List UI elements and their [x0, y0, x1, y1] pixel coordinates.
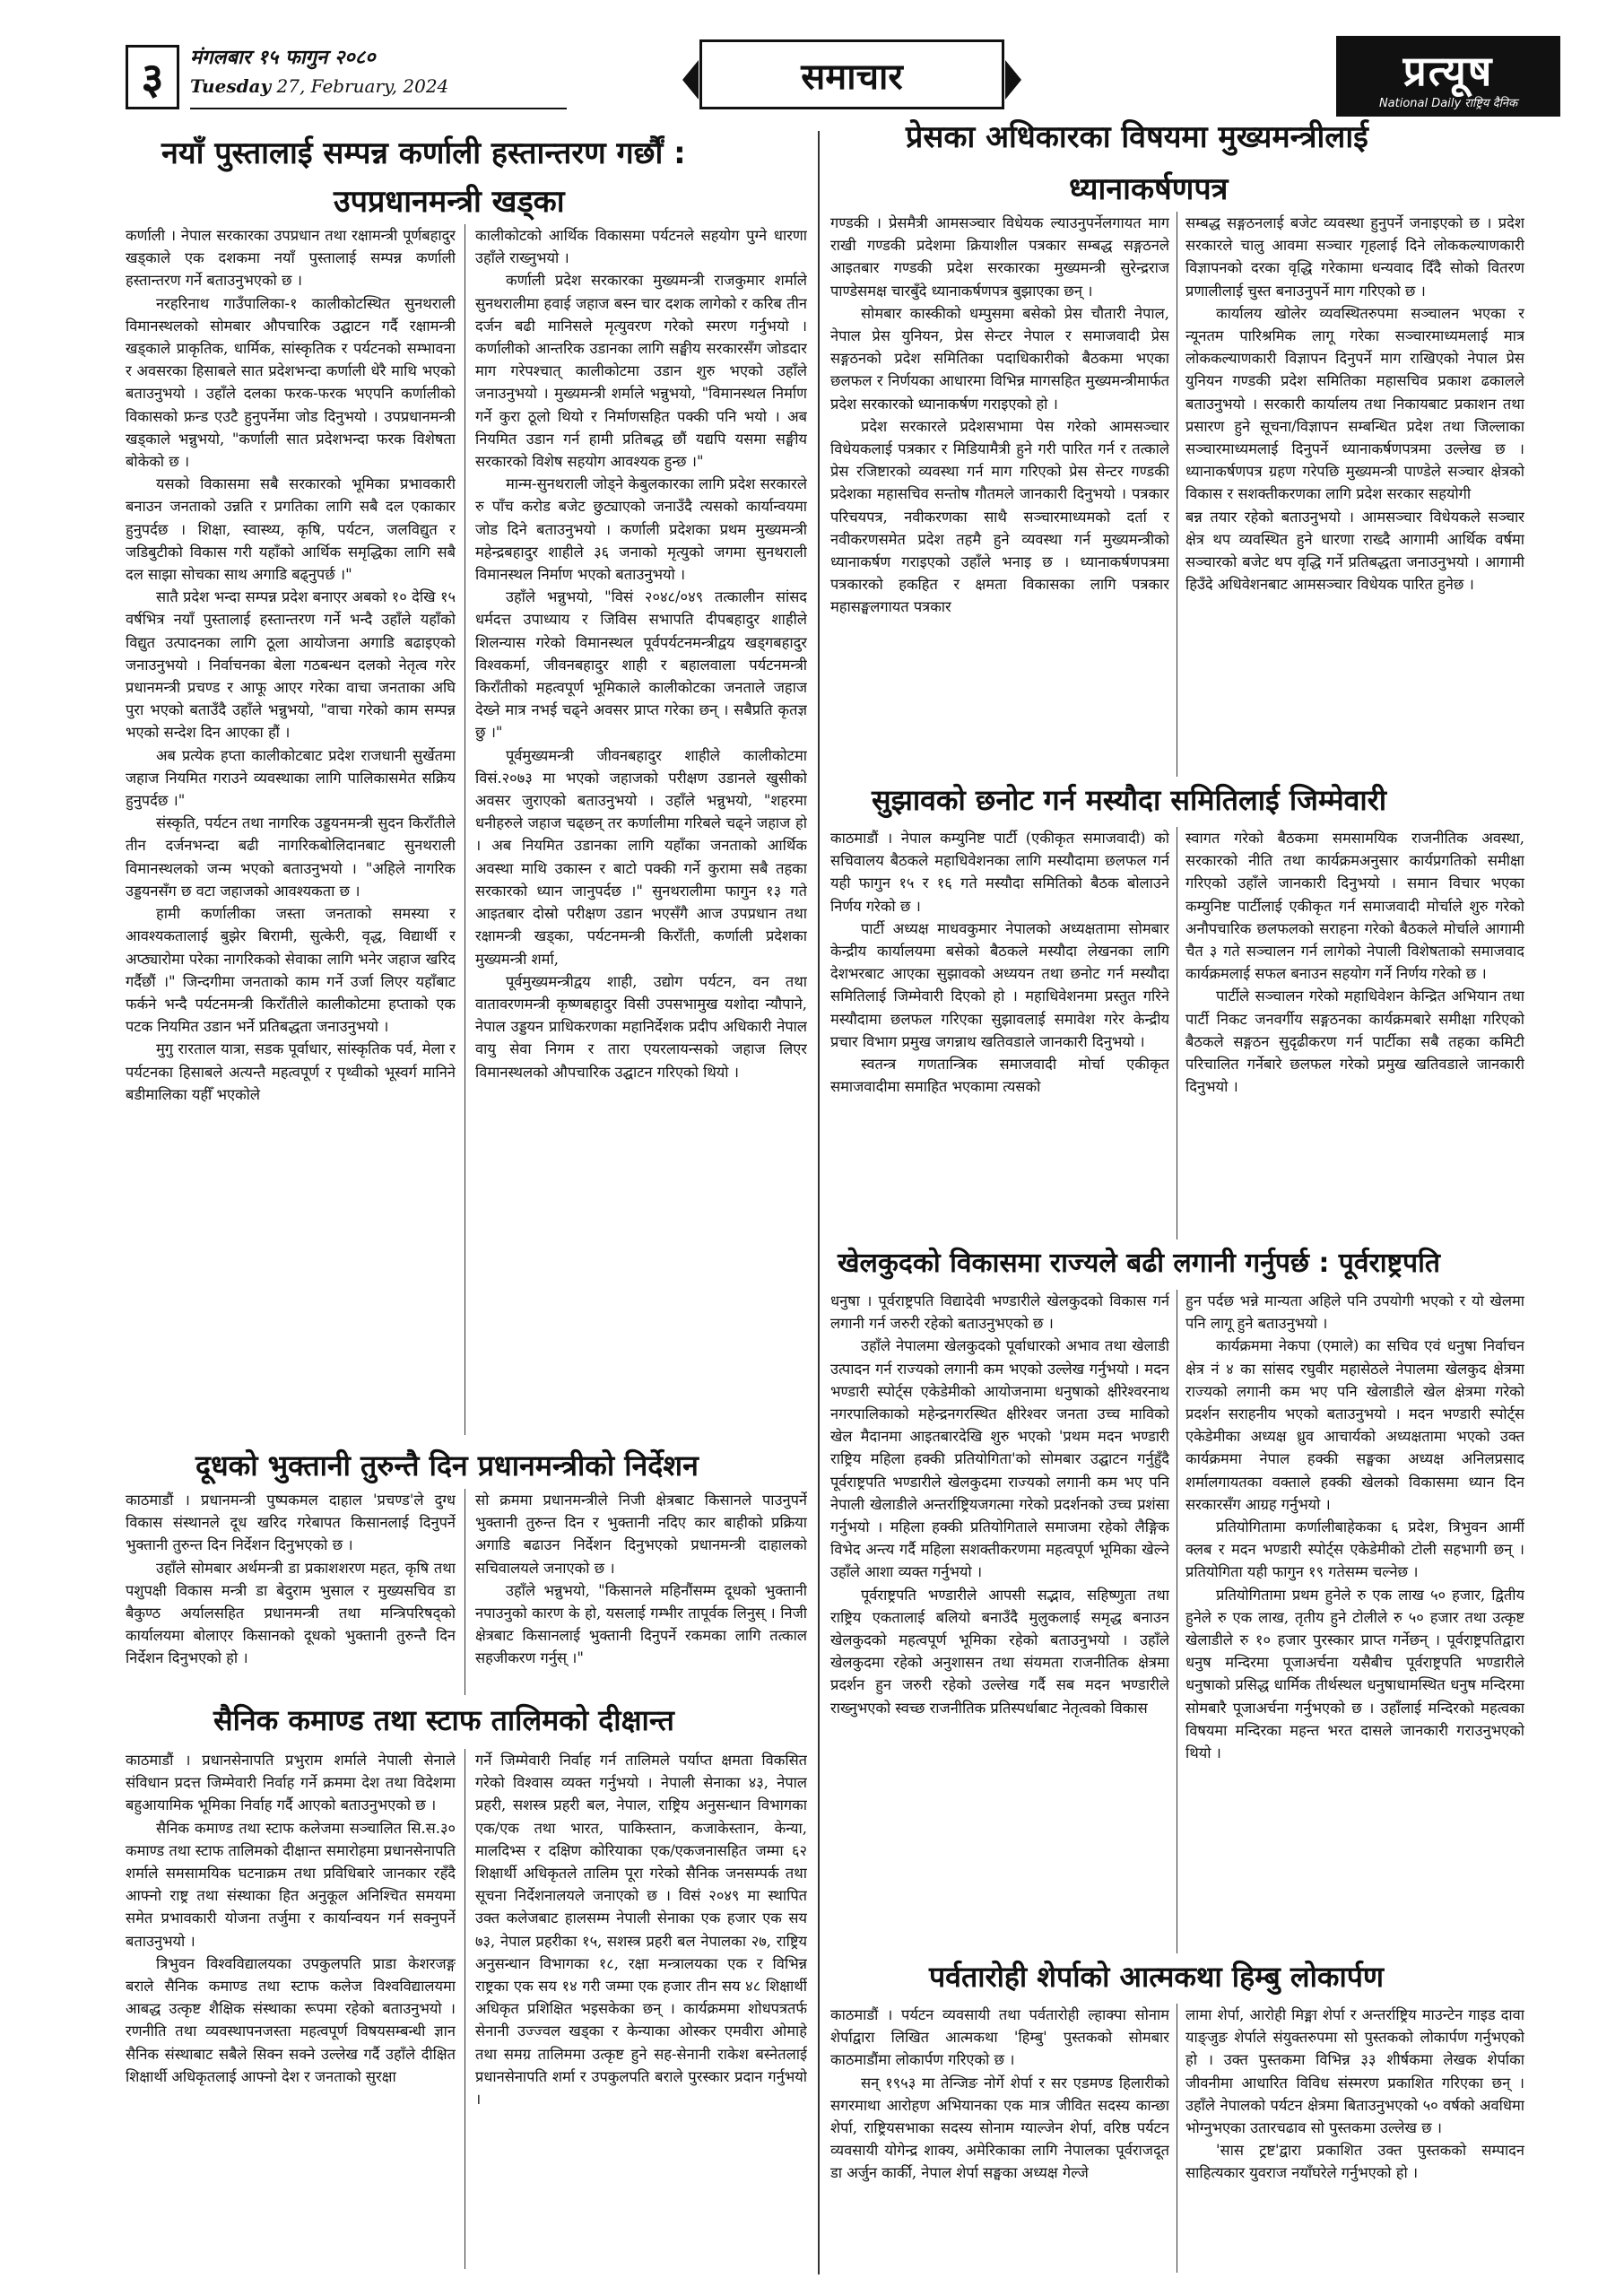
paragraph: सोमबार कास्कीको धम्पुसमा बसेको प्रेस चौतारी नेपाल, नेपाल प्रेस युनियन, प्रेस सेन्टर नेपाल र समाजवादी प्रेस सङ्गठनको प्रदेश समितिका पदाधिकारीको बैठकमा भएका छलफल र निर्णयका आधारमा विभिन्न मागसहित मुख्यमन्त्रीमार्फत प्रदेश सरकारको ध्यानाकर्षण गराइएको हो । — [830, 304, 1169, 413]
sherpa-headline: पर्वतारोही शेर्पाको आत्मकथा हिम्बु लोकार्पण — [929, 1960, 1385, 1994]
unified-socialist-headline: सुझावको छनोट गर्न मस्यौदा समितिलाई जिम्मेवारी — [872, 783, 1387, 817]
section-title-box — [699, 39, 1004, 109]
paragraph: यसको विकासमा सबै सरकारको भूमिका प्रभावकारी बनाउन जनताको उन्नति र प्रगतिका लागि सबै दल एकाकार हुनुपर्दछ । शिक्षा, स्वास्थ्य, कृषि, पर्यटन, जलविद्युत र जडिबुटीको विकास गरी यहाँको आर्थिक समृद्धिका लागि सबै दल साझा सोचका साथ अगाडि बढ्नुपर्छ ।" — [126, 475, 456, 584]
paragraph: धनुषा । पूर्वराष्ट्रपति विद्यादेवी भण्डारीले खेलकुदको विकास गर्न लगानी गर्न जरुरी रहेको बताउनुभएको छ । — [830, 1292, 1169, 1333]
paragraph: मुगु रारताल यात्रा, सडक पूर्वाधार, सांस्कृतिक पर्व, मेला र पर्यटनका हिसाबले अत्यन्तै महत्वपूर्ण र पृथ्वीको भूस्वर्ग मानिने बडीमालिका यहीँ भएकोले — [126, 1040, 456, 1103]
paragraph: कार्यालय खोलेर व्यवस्थितरुपमा सञ्चालन भएका र न्यूनतम पारिश्रमिक लागू गरेका सञ्चारमाध्यमलाई मात्र लोककल्याणकारी विज्ञापन दिनुपर्ने माग राखिएको नेपाल प्रेस युनियन गण्डकी प्रदेश समितिका महासचिव प्रकाश ढकालले बताउनुभयो । सरकारी कार्यालय तथा निकायबाट प्रकाशन तथा प्रसारण हुने सूचना/विज्ञापन सम्बन्धित प्रदेश तथा जिल्लाका सञ्चारमाध्यमलाई दिनुपर्ने ध्यानाकर्षणपत्रमा उल्लेख छ । ध्यानाकर्षणपत्र ग्रहण गरेपछि मुख्यमन्त्री पाण्डेले सञ्चार क्षेत्रको विकास र सशक्तीकरणका लागि प्रदेश सरकार सहयोगी — [1185, 304, 1524, 503]
paragraph: प्रतियोगितामा कर्णालीबाहेकका ६ प्रदेश, त्रिभुवन आर्मी क्लब र मदन भण्डारी स्पोर्ट्स एकेडेमीको टोली सहभागी छन् । प्रतियोगिता यही फागुन १९ गतेसम्म चल्नेछ । — [1185, 1518, 1524, 1581]
army-col-1 — [126, 1749, 456, 2269]
paragraph: कालीकोटको आर्थिक विकासमा पर्यटनले सहयोग पुग्ने धारणा उहाँले राख्नुभयो । — [475, 227, 807, 267]
paragraph: सातै प्रदेश भन्दा सम्पन्न प्रदेश बनाएर अबको १० देखि १५ वर्षभित्र नयाँ पुस्तालाई हस्तान्तरण गर्ने भन्दै उहाँले यहाँको विद्युत उत्पादनका लागि ठूला आयोजना अगाडि बढाइएको जनाउनुभयो । निर्वाचनका बेला गठबन्धन दलको नेतृत्व गरेर प्रधानमन्त्री प्रचण्ड र आफू आएर गरेका वाचा जनताका अघि पुरा भएको बताउँदै उहाँले भन्नुभयो, "वाचा गरेको काम सम्पन्न भएको सन्देश दिन आएका हौं । — [126, 588, 456, 742]
paragraph: सो क्रममा प्रधानमन्त्रीले निजी क्षेत्रबाट किसानले पाउनुपर्ने भुक्तानी तुरुन्त दिन र भुक्तानी नदिए कार बाहीको प्रक्रिया अगाडि बढाउन निर्देशन दिनुभएको प्रधानमन्त्री दाहालको सचिवालयले जनाएको छ । — [475, 1492, 807, 1577]
masthead — [126, 36, 1560, 122]
paragraph: हुन पर्दछ भन्ने मान्यता अहिले पनि उपयोगी भएको र यो खेलमा पनि लागू हुने बताउनुभयो । — [1185, 1292, 1524, 1333]
paragraph: त्रिभुवन विश्वविद्यालयका उपकुलपति प्राडा केशरजङ्ग बराले सैनिक कमाण्ड तथा स्टाफ कलेज विश्वविद्यालयमा आबद्ध उत्कृष्ट शैक्षिक संस्थाका रूपमा रहेको बताउनुभयो । रणनीति तथा व्यवस्थापनजस्ता महत्वपूर्ण विषयसम्बन्धी ज्ञान सैनिक संस्थाबाट सबैले सिक्न सक्ने उल्लेख गर्दै उहाँले दीक्षित शिक्षार्थी अधिकृतलाई आफ्नो देश र जनताको सुरक्षा — [126, 1954, 456, 2085]
press-col-1 — [830, 212, 1169, 777]
karnali-col-2 — [475, 224, 807, 1435]
paragraph: प्रतियोगितामा प्रथम हुनेले रु एक लाख ५० हजार, द्वितीय हुनेले रु एक लाख, तृतीय हुने टोलीले रु ५० हजार तथा उत्कृष्ट खेलाडीले रु १० हजार पुरस्कार प्राप्त गर्नेछन् । पूर्वराष्ट्रपतिद्वारा धनुष मन्दिरमा पूजाअर्चना यसैबीच पूर्वराष्ट्रपति भण्डारीले धनुषाको प्रसिद्ध धार्मिक तीर्थस्थल धनुषाधामस्थित धनुष मन्दिरमा सोमबारै पूजाअर्चना गर्नुभएको छ । उहाँलाई मन्दिरको महत्वका विषयमा मन्दिरका महन्त भरत दासले जानकारी गराउनुभएको थियो । — [1185, 1586, 1524, 1762]
paragraph: मान्म-सुनथराली जोड्ने केबुलकारका लागि प्रदेश सरकारले रु पाँच करोड बजेट छुट्याएको जनाउँदै त्यसको कार्यान्वयमा जोड दिने बताउनुभयो । कर्णाली प्रदेशका प्रथम मुख्यमन्त्री महेन्द्रबहादुर शाहीले ३६ जनाको मृत्युको जगमा सुनथराली विमानस्थल निर्माण भएको बताउनुभयो । — [475, 475, 807, 584]
unified-socialist-col-1 — [830, 827, 1169, 1239]
logo-title: प्रत्यूष — [1403, 47, 1494, 95]
paragraph: संस्कृति, पर्यटन तथा नागरिक उड्डयनमन्त्री सुदन किराँतीले तीन दर्जनभन्दा बढी नागरिकबोलिदानबाट सुनथराली विमानस्थलको जन्म भएको बताउनुभयो । "अहिले नागरिक उड्डयनसँग छ वटा जहाजको आवश्यकता छ । — [126, 814, 456, 900]
karnali-headline-1: नयाँ पुस्तालाई सम्पन्न कर्णाली हस्तान्तरण गर्छौं : — [161, 135, 686, 171]
sherpa-col-2 — [1185, 2004, 1524, 2273]
unified-socialist-col-2 — [1185, 827, 1524, 1239]
paragraph: हामी कर्णालीका जस्ता जनताको समस्या र आवश्यकतालाई बुझेर बिरामी, सुत्केरी, वृद्ध, विद्यार्थी र अप्ठ्यारोमा परेका नागरिकको सेवाका लागि भनेर जहाज खरिद गर्दैछौं ।" जिन्दगीमा जनताको काम गर्ने उर्जा लिएर यहाँबाट फर्कने भन्दै पर्यटनमन्त्री किराँतीले कालीकोटमा हप्ताको एक पटक नियमित उडान भर्ने प्रतिबद्धता जनाउनुभयो । — [126, 905, 456, 1036]
masthead-rule — [190, 108, 567, 109]
paragraph: पूर्वमुख्यमन्त्री जीवनबहादुर शाहीले कालीकोटमा विसं.२०७३ मा भएको जहाजको परीक्षण उडानले खुसीको अवसर जुराएको बताउनुभयो । उहाँले भन्नुभयो, "शहरमा धनीहरुले जहाज चढ्छन् तर कर्णालीमा गरिबले चढ्ने जहाज हो । अब नियमित उडानका लागि यहाँका जनताको आर्थिक अवस्था माथि उकास्न र बाटो पक्की गर्ने कुरामा सबै तहका सरकारको ध्यान जानुपर्दछ ।" सुनथरालीमा फागुन १३ गते आइतबार दोस्रो परीक्षण उडान भएसँगै आज उपप्रधान तथा रक्षामन्त्री खड्का, पर्यटनमन्त्री किराँती, कर्णाली प्रदेशका मुख्यमन्त्री शर्मा, — [475, 746, 807, 968]
paragraph: स्वतन्त्र गणतान्त्रिक समाजवादी मोर्चा एकीकृत समाजवादीमा समाहित भएकामा त्यसको — [830, 1056, 1169, 1096]
paragraph: कर्णाली प्रदेश सरकारका मुख्यमन्त्री राजकुमार शर्माले सुनथरालीमा हवाई जहाज बस्न चार दशक लागेको र करिब तीन दर्जन बढी मानिसले मृत्युवरण गरेको स्मरण गर्नुभयो । कर्णालीको आन्तरिक उडानका लागि सङ्घीय सरकारसँग जोडदार माग गरेपश्चात् कालीकोटमा उडान शुरु भएको उहाँले जनाउनुभयो । मुख्यमन्त्री शर्माले भन्नुभयो, "विमानस्थल निर्माण गर्ने कुरा ठूलो थियो र निर्माणसहित पक्की पनि भयो । अब नियमित उडान गर्न हामी प्रतिबद्ध छौं यद्यपि यसमा सङ्घीय सरकारको विशेष सहयोग आवश्यक हुन्छ ।" — [475, 272, 807, 471]
date-nepali: मंगलबार १५ फागुन २०८० — [190, 46, 376, 69]
karnali-col-1 — [126, 224, 456, 1435]
logo-subtitle: National Daily राष्ट्रिय दैनिक — [1378, 97, 1518, 110]
army-headline: सैनिक कमाण्ड तथा स्टाफ तालिमको दीक्षान्त — [213, 1703, 674, 1737]
paragraph: उहाँले भन्नुभयो, "किसानले महिनौंसम्म दूधको भुक्तानी नपाउनुको कारण के हो, यसलाई गम्भीर तापूर्वक लिनुस् । निजी क्षेत्रबाट किसानलाई भुक्तानी दिनुपर्ने रकमका लागि तत्काल सहजीकरण गर्नुस् ।" — [475, 1581, 807, 1667]
date-english: 27, February, 2024 — [276, 75, 449, 97]
date-english-line — [190, 75, 448, 97]
paragraph: उहाँले भन्नुभयो, "विसं २०४८/०४९ तत्कालीन सांसद धर्मदत्त उपाध्याय र जिविस सभापति दीपबहादुर शाहीले शिलन्यास गरेको विमानस्थल पूर्वपर्यटनमन्त्रीद्वय खड्गबहादुर विश्वकर्मा, जीवनबहादुर शाही र बहालवाला पर्यटनमन्त्री किराँतीको महत्वपूर्ण भूमिकाले कालीकोटका जनताले जहाज देख्ने मात्र नभई चढ्ने अवसर प्राप्त गरेका छन् । सबैप्रति कृतज्ञ छु ।" — [475, 588, 807, 742]
sports-headline: खेलकुदको विकासमा राज्यले बढी लगानी गर्नुपर्छ : पूर्वराष्ट्रपति — [838, 1248, 1440, 1279]
milk-col-1 — [126, 1489, 456, 1695]
paragraph: लामा शेर्पा, आरोही मिङ्मा शेर्पा र अन्तर्राष्ट्रिय माउन्टेन गाइड दावा याङ्जुङ शेर्पाले संयुक्तरुपमा सो पुस्तकको लोकार्पण गर्नुभएको हो । उक्त पुस्तकमा विभिन्न ३३ शीर्षकमा लेखक शेर्पाका जीवनीमा आधारित विविध संस्मरण प्रकाशित गरिएका छन् । उहाँले नेपालको पर्यटन क्षेत्रमा बिताउनुभएको ५० वर्षको अवधिमा भोग्नुभएका उतारचढाव सो पुस्तकमा उल्लेख छ । — [1185, 2006, 1524, 2137]
paragraph: पार्टी अध्यक्ष माधवकुमार नेपालको अध्यक्षतामा सोमबार केन्द्रीय कार्यालयमा बसेको बैठकले मस्यौदा लेखनका लागि देशभरबाट आएका सुझावको अध्ययन तथा छनोट गर्न मस्यौदा समितिलाई जिम्मेवारी दिएको हो । महाधिवेशनमा प्रस्तुत गरिने मस्यौदामा छलफल गरिएका सुझावलाई समावेश गरेर केन्द्रीय प्रचार विभाग प्रमुख जगन्नाथ खतिवडाले जानकारी दिनुभयो । — [830, 919, 1169, 1050]
paragraph: कार्यक्रममा नेकपा (एमाले) का सचिव एवं धनुषा निर्वाचन क्षेत्र नं ४ का सांसद रघुवीर महासेठले नेपालमा खेलकुद क्षेत्रमा राज्यको लगानी कम भए पनि खेलाडीले खेल क्षेत्रमा गरेको प्रदर्शन सराहनीय भएको बताउनुभयो । मदन भण्डारी स्पोर्ट्स एकेडेमीका अध्यक्ष ध्रुव आचार्यको अध्यक्षतामा भएको उक्त कार्यक्रममा नेपाल हक्की सङ्घका अध्यक्ष अनिलप्रसाद शर्मालगायतका वक्ताले हक्की खेलको विकासमा ध्यान दिन सरकारसँग आग्रह गर्नुभयो । — [1185, 1337, 1524, 1513]
section-title: समाचार — [801, 56, 903, 98]
right-arrow-icon — [1005, 60, 1021, 100]
paragraph: सैनिक कमाण्ड तथा स्टाफ कलेजमा सञ्चालित सि.स.३० कमाण्ड तथा स्टाफ तालिमको दीक्षान्त समारोहमा प्रधानसेनापति शर्माले समसामयिक घटनाक्रम तथा प्रविधिबारे जानकार रहँदै आफ्नो राष्ट्र तथा संस्थाका हित अनुकूल अनिश्चित समयमा समेत प्रभावकारी योजना तर्जुमा र कार्यान्वयन गर्न सक्नुपर्ने बताउनुभयो । — [126, 1819, 456, 1950]
karnali-headline-2: उपप्रधानमन्त्री खड्का — [334, 184, 565, 220]
day-english: Tuesday — [190, 75, 272, 97]
paragraph: अब प्रत्येक हप्ता कालीकोटबाट प्रदेश राजधानी सुर्खेतमा जहाज नियमित गराउने व्यवस्थाका लागि पालिकासमेत सक्रिय हुनुपर्दछ ।" — [126, 746, 456, 810]
paragraph: उहाँले नेपालमा खेलकुदको पूर्वाधारको अभाव तथा खेलाडी उत्पादन गर्न राज्यको लगानी कम भएको उल्लेख गर्नुभयो । मदन भण्डारी स्पोर्ट्स एकेडेमीको आयोजनामा धनुषाको क्षीरेश्वरनाथ नगरपालिकाको महेन्द्रनगरस्थित क्षीरेश्वर जनता उच्च माविको खेल मैदानमा आइतबारदेखि शुरु भएको 'प्रथम मदन भण्डारी राष्ट्रिय महिला हक्की प्रतियोगिता'को सोमबार उद्घाटन गर्नुहुँदै पूर्वराष्ट्रपति भण्डारीले खेलकुदमा राज्यको लगानी कम भए पनि नेपाली खेलाडीले अन्तर्राष्ट्रियजगत्मा गरेको प्रदर्शनको उच्च प्रशंसा गर्नुभयो । महिला हक्की प्रतियोगिताले समाजमा रहेको लैङ्गिक विभेद अन्त्य गर्दै महिला सशक्तीकरणमा महत्वपूर्ण भूमिका खेल्ने उहाँले आशा व्यक्त गर्नुभयो । — [830, 1337, 1169, 1581]
army-col-2 — [475, 1749, 807, 2269]
paragraph: सन् १९५३ मा तेन्जिङ नोर्गे शेर्पा र सर एडमण्ड हिलारीको सगरमाथा आरोहण अभियानका एक मात्र जीवित सदस्य कान्छा शेर्पा, राष्ट्रियसभाका सदस्य सोनाम ग्याल्जेन शेर्पा, वरिष्ठ पर्यटन व्यवसायी योगेन्द्र शाक्य, अमेरिकाका लागि नेपालका पूर्वराजदूत डा अर्जुन कार्की, नेपाल शेर्पा सङ्घका अध्यक्ष गेल्जे — [830, 2074, 1169, 2182]
press-headline-1: प्रेसका अधिकारका विषयमा मुख्यमन्त्रीलाई — [906, 119, 1368, 155]
sports-col-1 — [830, 1290, 1169, 1953]
left-arrow-icon — [682, 60, 699, 100]
paragraph: 'सास ट्रष्ट'द्वारा प्रकाशित उक्त पुस्तकको सम्पादन साहित्यकार युवराज नयाँघरेले गर्नुभएको हो । — [1185, 2142, 1524, 2182]
paragraph: गण्डकी । प्रेसमैत्री आमसञ्चार विधेयक ल्याउनुपर्नेलगायत माग राखी गण्डकी प्रदेशमा क्रियाशील पत्रकार सम्बद्ध सङ्गठनले आइतबार गण्डकी प्रदेश सरकारका मुख्यमन्त्री सुरेन्द्रराज पाण्डेसमक्ष चारबुँदे ध्यानाकर्षणपत्र बुझाएका छन् । — [830, 214, 1169, 300]
press-headline-2: ध्यानाकर्षणपत्र — [1069, 171, 1229, 207]
paragraph: स्वागत गरेको बैठकमा समसामयिक राजनीतिक अवस्था, सरकारको नीति तथा कार्यक्रमअनुसार कार्यप्रगतिको समीक्षा गरिएको उहाँले जानकारी दिनुभयो । समान विचार भएका कम्युनिष्ट पार्टीलाई एकीकृत गर्न समाजवादी मोर्चाले शुरु गरेको अनौपचारिक छलफलको सराहना गरेको बैठकले मोर्चाले आगामी चैत ३ गते सञ्चालन गर्न लागेको नेपाली विशेषताको समाजवाद कार्यक्रमलाई सफल बनाउन सहयोग गर्ने निर्णय गरेको छ । — [1185, 830, 1524, 983]
paragraph: उहाँले सोमबार अर्थमन्त्री डा प्रकाशशरण महत, कृषि तथा पशुपक्षी विकास मन्त्री डा बेदुराम भुसाल र मुख्यसचिव डा बैकुण्ठ अर्यालसहित प्रधानमन्त्री तथा मन्त्रिपरिषद्को कार्यालयमा बोलाएर किसानको दूधको भुक्तानी तुरुन्तै दिन निर्देशन दिनुभएको हो । — [126, 1559, 456, 1667]
paragraph: पूर्वराष्ट्रपति भण्डारीले आपसी सद्भाव, सहिष्णुता तथा राष्ट्रिय एकतालाई बलियो बनाउँदै मुलुकलाई समृद्ध बनाउन खेलकुदको महत्वपूर्ण भूमिका रहेको बताउनुभयो । उहाँले खेलकुदमा रहेको अनुशासन तथा संयमता राजनीतिक क्षेत्रमा प्रदर्शन हुन जरुरी रहेको उल्लेख गर्दै सब मदन भण्डारीले राख्नुभएको स्वच्छ राजनीतिक प्रतिस्पर्धाबाट नेतृत्वको विकास — [830, 1586, 1169, 1717]
page-center-divider — [818, 131, 820, 2274]
paragraph: पूर्वमुख्यमन्त्रीद्वय शाही, उद्योग पर्यटन, वन तथा वातावरणमन्त्री कृष्णबहादुर विसी उपसभामुख यशोदा न्यौपाने, नेपाल उड्डयन प्राधिकरणका महानिर्देशक प्रदीप अधिकारी नेपाल वायु सेवा निगम र तारा एयरलायन्सको जहाज लिएर विमानस्थलको औपचारिक उद्घाटन गरिएको थियो । — [475, 972, 807, 1081]
paragraph: काठमाडौं । नेपाल कम्युनिष्ट पार्टी (एकीकृत समाजवादी) को सचिवालय बैठकले महाधिवेशनका लागि मस्यौदामा छलफल गर्न यही फागुन १५ र १६ गते मस्यौदा समितिको बैठक बोलाउने निर्णय गरेको छ । — [830, 830, 1169, 915]
newspaper-logo — [1336, 36, 1560, 117]
sherpa-col-1 — [830, 2004, 1169, 2273]
press-col-2 — [1185, 212, 1524, 777]
milk-headline: दूधको भुक्तानी तुरुन्तै दिन प्रधानमन्त्रीको निर्देशन — [195, 1448, 699, 1483]
paragraph: प्रदेश सरकारले प्रदेशसभामा पेस गरेको आमसञ्चार विधेयकलाई पत्रकार र मिडियामैत्री हुने गरी पारित गर्न र तत्काले प्रेस रजिष्टारको व्यवस्था गर्न माग गरिएको प्रेस सेन्टर गण्डकी प्रदेशका महासचिव सन्तोष गौतमले जानकारी दिनुभयो । पत्रकार परिचयपत्र, नवीकरणका साथै सञ्चारमाध्यमको दर्ता र नवीकरणसमेत प्रदेश तहमै हुने व्यवस्था गर्न मुख्यमन्त्रीको ध्यानाकर्षण गराइएको उहाँले भनाइ छ । ध्यानाकर्षणपत्रमा पत्रकारको हकहित र क्षमता विकासका लागि पत्रकार महासङ्घलगायत पत्रकार — [830, 417, 1169, 616]
paragraph: गर्ने जिम्मेवारी निर्वाह गर्न तालिमले पर्याप्त क्षमता विकसित गरेको विश्वास व्यक्त गर्नुभयो । नेपाली सेनाका ४३, नेपाल प्रहरी, सशस्त्र प्रहरी बल, नेपाल, राष्ट्रिय अनुसन्धान विभागका एक/एक तथा भारत, पाकिस्तान, कजाकेस्तान, केन्या, मालदिभ्स र दक्षिण कोरियाका एक/एकजनासहित जम्मा ६२ शिक्षार्थी अधिकृतले तालिम पूरा गरेको सैनिक जनसम्पर्क तथा सूचना निर्देशनालयले जनाएको छ । विसं २०४९ मा स्थापित उक्त कलेजबाट हालसम्म नेपाली सेनाका एक हजार एक सय ७३, नेपाल प्रहरीका १५, सशस्त्र प्रहरी बल नेपालका २७, राष्ट्रिय अनुसन्धान विभागका १८, रक्षा मन्त्रालयका एक र विभिन्न राष्ट्रका एक सय १४ गरी जम्मा एक हजार तीन सय ४८ शिक्षार्थी अधिकृत प्रशिक्षित भइसकेका छन् । कार्यक्रममा शोधपत्रतर्फ सेनानी उज्ज्वल खड्का र केन्याका ओस्कर एमवीरा ओमाहे तथा समग्र तालिममा उत्कृष्ट हुने सह-सेनानी राकेश बस्नेतलाई प्रधानसेनापति शर्मा र उपकुलपति बराले पुरस्कार प्रदान गर्नुभयो । — [475, 1752, 807, 2109]
paragraph: पार्टीले सञ्चालन गरेको महाधिवेशन केन्द्रित अभियान तथा पार्टी निकट जनवर्गीय सङ्गठनका कार्यक्रमबारे समीक्षा गरिएको बैठकले सङ्गठन सुदृढीकरण गर्न पार्टीका सबै तहका कमिटी परिचालित गर्नेबारे छलफल गरेको प्रमुख खतिवडाले जानकारी दिनुभयो । — [1185, 987, 1524, 1096]
paragraph: बन्न तयार रहेको बताउनुभयो । आमसञ्चार विधेयकले सञ्चार क्षेत्र थप व्यवस्थित हुने धारणा राख्दै आगामी आर्थिक वर्षमा सञ्चारको बजेट थप वृद्धि गर्ने प्रतिबद्धता जनाउनुभयो । आगामी हिउँदे अधिवेशनबाट आमसञ्चार विधेयक पारित हुनेछ । — [1185, 508, 1524, 594]
paragraph: काठमाडौं । पर्यटन व्यवसायी तथा पर्वतारोही ल्हाक्पा सोनाम शेर्पाद्वारा लिखित आत्मकथा 'हिम्बु' पुस्तकको सोमबार काठमाडौंमा लोकार्पण गरिएको छ । — [830, 2006, 1169, 2069]
paragraph: काठमाडौं । प्रधानसेनापति प्रभुराम शर्माले नेपाली सेनाले संविधान प्रदत्त जिम्मेवारी निर्वाह गर्ने क्रममा देश तथा विदेशमा बहुआयामिक भूमिका निर्वाह गर्दै आएको बताउनुभएको छ । — [126, 1752, 456, 1814]
paragraph: काठमाडौं । प्रधानमन्त्री पुष्पकमल दाहाल 'प्रचण्ड'ले दुग्ध विकास संस्थानले दूध खरिद गरेबापत किसानलाई दिनुपर्ने भुक्तानी तुरुन्त दिन निर्देशन दिनुभएको छ । — [126, 1492, 456, 1554]
paragraph: नरहरिनाथ गाउँपालिका-१ कालीकोटस्थित सुनथराली विमानस्थलको सोमबार औपचारिक उद्घाटन गर्दै रक्षामन्त्री खड्काले प्राकृतिक, धार्मिक, सांस्कृतिक र पर्यटनको सम्भावना र अवसरका हिसाबले सात प्रदेशभन्दा कर्णाली धेरै माथि भएको बताउनुभयो । उहाँले दलका फरक-फरक भएपनि कर्णालीको विकासको फ्रन्ड एउटै हुनुपर्नेमा जोड दिनुभयो । उपप्रधानमन्त्री खड्काले भन्नुभयो, "कर्णाली सात प्रदेशभन्दा फरक विशेषता बोकेको छ । — [126, 294, 456, 471]
sports-col-2 — [1185, 1290, 1524, 1953]
page-number: ३ — [126, 45, 179, 109]
milk-col-2 — [475, 1489, 807, 1695]
paragraph: सम्बद्ध सङ्गठनलाई बजेट व्यवस्था हुनुपर्ने जनाइएको छ । प्रदेश सरकारले चालु आवमा सञ्चार गृहलाई दिने लोककल्याणकारी विज्ञापनको दरका वृद्धि गरेकामा धन्यवाद दिँदै सोको वितरण प्रणालीलाई चुस्त बनाउनुपर्ने माग गरिएको छ । — [1185, 214, 1524, 300]
paragraph: कर्णाली । नेपाल सरकारका उपप्रधान तथा रक्षामन्त्री पूर्णबहादुर खड्काले एक दशकमा नयाँ पुस्तालाई सम्पन्न कर्णाली हस्तान्तरण गर्ने बताउनुभएको छ । — [126, 227, 456, 290]
